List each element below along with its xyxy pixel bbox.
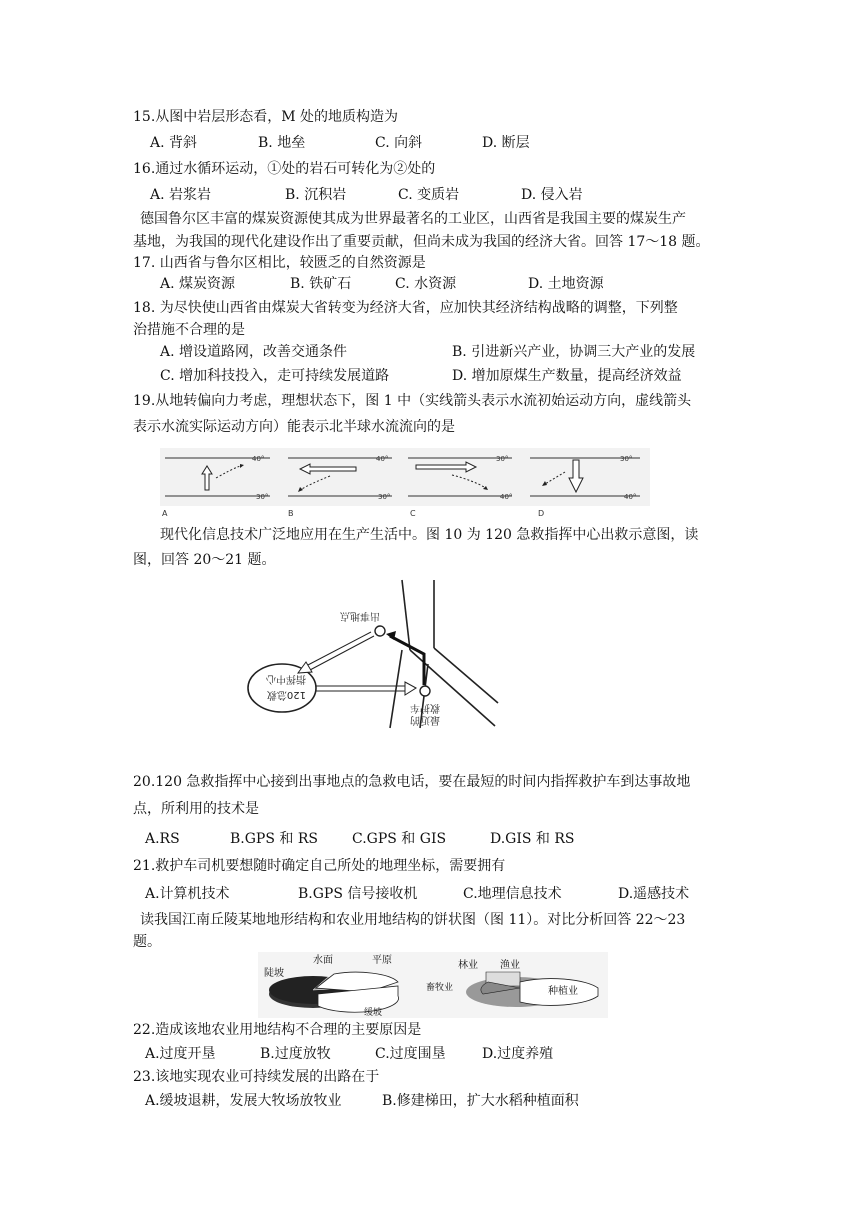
q23-stem: 23.该地实现农业可持续发展的出路在于	[133, 1069, 380, 1085]
center-label-2: 120急救	[266, 689, 306, 700]
q22-stem: 22.造成该地农业用地结构不合理的主要原因是	[133, 1022, 422, 1038]
q20-stem-line2: 点，所利用的技术是	[133, 801, 259, 817]
q16-option-a: A. 岩浆岩	[150, 187, 212, 203]
q18-stem-line1: 18. 为尽快使山西省由煤炭大省转变为经济大省，应加快其经济结构战略的调整，下列整	[133, 300, 678, 316]
q20-stem-line1: 20.120 急救指挥中心接到出事地点的急救电话，要在最短的时间内指挥救护车到达事故地	[133, 774, 691, 790]
panel-c-bottom-lat: 40°	[500, 493, 513, 501]
ambulance-point	[420, 686, 430, 696]
q18-stem-line2: 治措施不合理的是	[133, 322, 245, 338]
panel-a-bottom-lat: 30°	[256, 493, 269, 501]
q23-option-b: B.修建梯田，扩大水稻种植面积	[382, 1093, 579, 1109]
center-label-1: 指挥中心	[266, 673, 306, 684]
ambulance-label-2: 最近的	[410, 714, 440, 725]
landuse-label-livestock: 畜牧业	[426, 983, 454, 993]
q21-option-b: B.GPS 信号接收机	[298, 886, 418, 902]
q21-option-a: A.计算机技术	[145, 886, 230, 902]
q16-stem: 16.通过水循环运动，①处的岩石可转化为②处的	[133, 161, 436, 177]
q23-option-a: A.缓坡退耕，发展大牧场放牧业	[145, 1093, 342, 1109]
panel-a-top-lat: 40°	[252, 455, 265, 463]
intro22-line1: 读我国江南丘陵某地地形结构和农业用地结构的饼状图（图 11）。对比分析回答 22～23	[140, 912, 686, 928]
q20-option-b: B.GPS 和 RS	[230, 831, 318, 847]
panel-d-top-lat: 30°	[620, 455, 633, 463]
landuse-label-forestry: 林业	[458, 960, 478, 971]
q15-option-c: C. 向斜	[375, 135, 423, 151]
figure-1-deflection	[160, 448, 650, 520]
q20-option-c: C.GPS 和 GIS	[352, 831, 447, 847]
q22-option-b: B.过度放牧	[260, 1046, 331, 1062]
q21-option-d: D.遥感技术	[618, 886, 690, 902]
panel-b-bottom-lat: 30°	[378, 493, 391, 501]
terrain-label-steep: 陡坡	[264, 968, 284, 979]
q17-option-b: B. 铁矿石	[290, 276, 352, 292]
q18-option-d: D. 增加原煤生产数量，提高经济效益	[452, 368, 682, 384]
accident-point	[375, 626, 385, 636]
q15-option-a: A. 背斜	[150, 135, 198, 151]
terrain-label-gentle: 缓坡	[364, 1008, 383, 1018]
ambulance-label-1: 救护车	[410, 702, 440, 713]
q18-option-a: A. 增设道路网，改善交通条件	[160, 344, 348, 360]
q15-option-d: D. 断层	[482, 135, 530, 151]
panel-c-label: C	[410, 509, 416, 518]
arrow-center-to-ambulance	[316, 682, 416, 695]
q21-option-c: C.地理信息技术	[463, 886, 562, 902]
q19-stem-line1: 19.从地转偏向力考虑，理想状态下，图 1 中（实线箭头表示水流初始运动方向，虚线箭头	[133, 393, 692, 409]
q16-option-b: B. 沉积岩	[285, 187, 347, 203]
landuse-label-crop: 种植业	[548, 986, 578, 997]
q19-stem-line2: 表示水流实际运动方向）能表示北半球水流流向的是	[133, 419, 455, 435]
landuse-label-fishery: 渔业	[500, 960, 520, 971]
q18-option-c: C. 增加科技投入，走可持续发展道路	[160, 368, 390, 384]
panel-d-bottom-lat: 40°	[624, 493, 637, 501]
q16-option-c: C. 变质岩	[398, 187, 460, 203]
terrain-label-plain: 平原	[372, 955, 392, 966]
q15-stem: 15.从图中岩层形态看，M 处的地质构造为	[133, 109, 399, 125]
arrow-accident-to-center	[298, 632, 374, 673]
terrain-label-water: 水面	[313, 955, 333, 966]
panel-b-label: B	[288, 509, 294, 518]
q21-stem: 21.救护车司机要想随时确定自己所处的地理坐标，需要拥有	[133, 858, 506, 874]
q20-option-a: A.RS	[145, 831, 180, 847]
intro17-line1: 德国鲁尔区丰富的煤炭资源使其成为世界最著名的工业区，山西省是我国主要的煤炭生产	[140, 211, 686, 227]
q15-option-b: B. 地垒	[258, 135, 306, 151]
q22-option-c: C.过度围垦	[375, 1046, 446, 1062]
intro20-line1: 现代化信息技术广泛地应用在生产生活中。图 10 为 120 急救指挥中心出救示意图，读	[160, 527, 699, 543]
q17-option-c: C. 水资源	[395, 276, 457, 292]
accident-label: 出事地点	[340, 610, 380, 621]
q20-option-d: D.GIS 和 RS	[490, 831, 575, 847]
q18-option-b: B. 引进新兴产业，协调三大产业的发展	[452, 344, 696, 360]
intro22-line2: 题。	[133, 934, 161, 950]
q22-option-d: D.过度养殖	[482, 1046, 554, 1062]
q22-option-a: A.过度开垦	[145, 1046, 216, 1062]
panel-b-top-lat: 40°	[376, 455, 389, 463]
intro17-line2: 基地，为我国的现代化建设作出了重要贡献，但尚未成为我国的经济大省。回答 17～18 题。	[133, 234, 710, 250]
panel-c-top-lat: 30°	[496, 455, 509, 463]
figure-10-rescue-map	[240, 578, 500, 736]
q16-option-d: D. 侵入岩	[521, 187, 583, 203]
q17-option-a: A. 煤炭资源	[160, 276, 236, 292]
q17-option-d: D. 土地资源	[528, 276, 604, 292]
panel-d-label: D	[538, 509, 545, 518]
q17-stem: 17. 山西省与鲁尔区相比，较匮乏的自然资源是	[133, 255, 426, 271]
panel-a-label: A	[162, 509, 168, 518]
intro20-line2: 图，回答 20～21 题。	[133, 552, 276, 568]
figure-11-pies	[258, 952, 608, 1018]
